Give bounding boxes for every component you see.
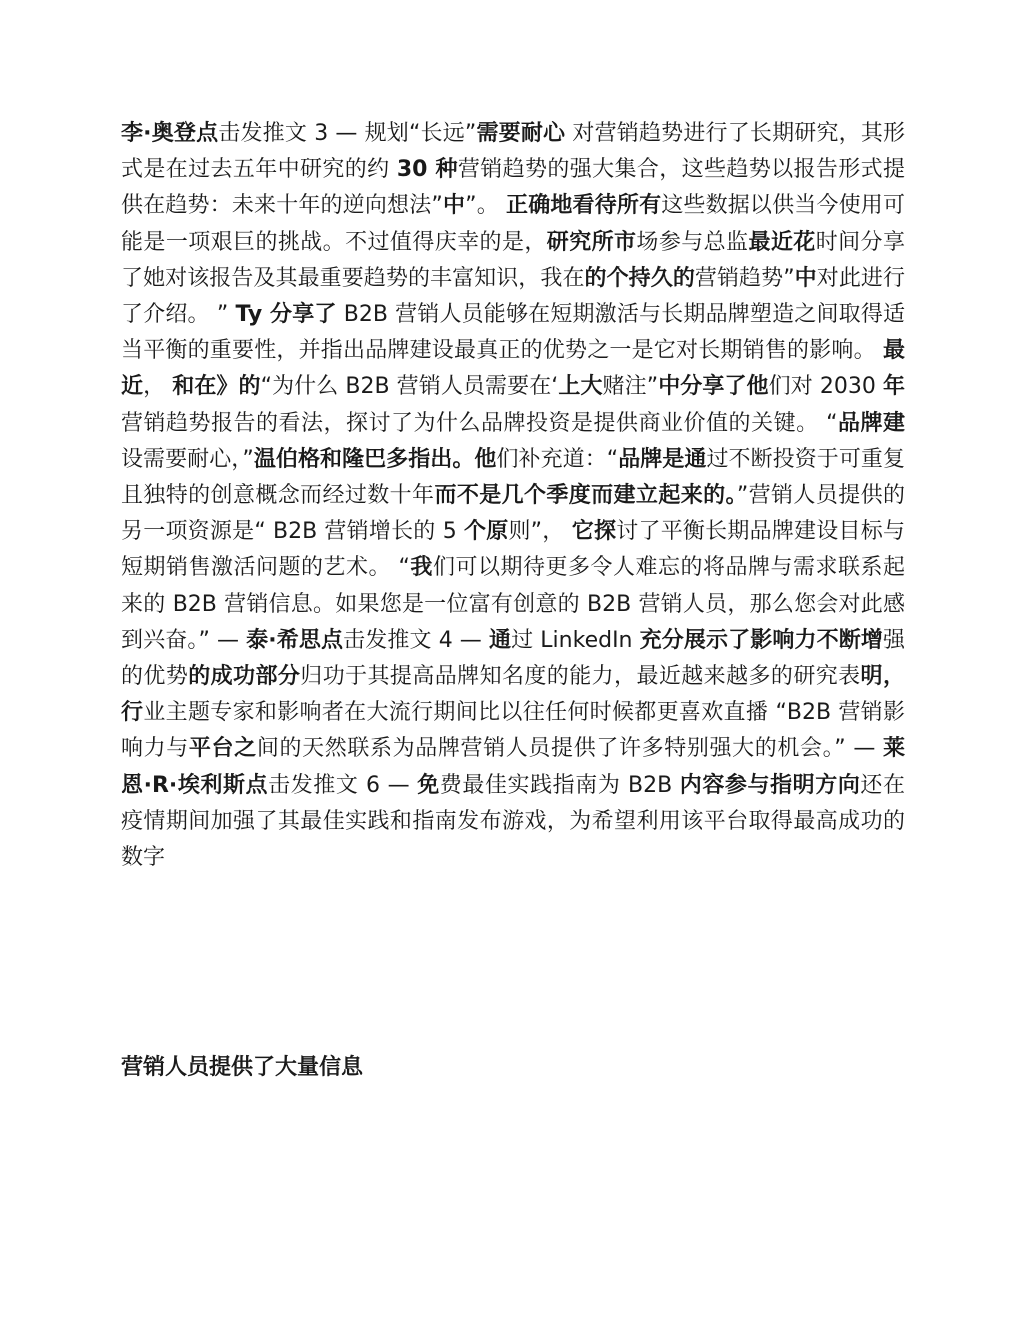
bold-text-run: 而不是几个季度而建立起来的。	[434, 483, 737, 509]
bold-text-run: 平台之	[188, 736, 257, 762]
bold-text-run: 年	[882, 374, 905, 400]
text-run: 讨了平衡长期品牌建设目标与短期销售激活问题的艺术。 “	[121, 519, 905, 581]
bold-text-run: 莱恩·R·埃利斯点	[121, 736, 905, 798]
bold-text-run: 李·奥登点	[121, 121, 219, 146]
text-run: 击发推文 3 — 规划“长远”	[218, 121, 477, 146]
text-run: ”营销人员提供的另一项资源是“ B2B 营销增长的 5	[121, 483, 905, 545]
text-run: 击发推文 6 —	[268, 772, 418, 798]
bold-text-run: 充分展示了影响力不断增	[639, 627, 883, 653]
text-run: 还在疫情期间加强了其最佳实践和指南发布游戏，为希望利用该平台取得最高成功的数字	[121, 772, 906, 871]
bold-text-run: 的个持久的	[584, 265, 695, 291]
text-run: 时间分享了她对该报告及其最重要趋势的丰富知识，我在	[121, 229, 905, 291]
text-run: 归功于其提高品牌知名度的能力，最近越来越多的研究表	[300, 664, 861, 690]
bold-text-run: 个原	[463, 519, 509, 545]
bold-text-run: 研究所市	[546, 229, 637, 255]
text-run: 间的天然联系为品牌营销人员提供了许多特别强大的机会。” —	[256, 736, 883, 762]
bold-text-run: 的成功部分	[188, 664, 301, 690]
bold-text-run: 中	[794, 265, 817, 291]
bold-text-run: 上大	[558, 374, 603, 400]
bold-text-run: 30 种	[396, 157, 458, 183]
text-run: 业主题专家和影响者在大流行期间比以往任何时候都更喜欢直播 “B2B 营销影响力与	[121, 700, 905, 762]
bold-text-run: 品牌是通	[618, 446, 707, 472]
text-run: 这些数据以供当今使用可能是一项艰巨的挑战。不过值得庆幸的是，	[121, 193, 905, 255]
text-run: 强的优势	[121, 627, 905, 690]
text-run: ，	[143, 374, 173, 400]
bold-text-run: 最近	[121, 338, 905, 400]
text-run: 对营销趋势进行了长期研究，其形式是在过去五年中研究的约	[121, 121, 906, 183]
text-run: 场参与总监	[636, 229, 749, 255]
text-run: B2B 营销人员能够在短期激活与长期品牌塑造之间取得适当平衡的重要性，并指出品牌建设最真正的优势之一是它对长期销售的影响。	[121, 302, 905, 364]
bold-text-run: 温伯格和隆巴多指出。他	[253, 446, 497, 472]
text-run: 赌注”	[602, 374, 659, 400]
bold-text-run: 它探	[571, 519, 617, 545]
bold-text-run: 正确地看待所有	[506, 193, 662, 219]
text-run: 营销趋势”	[694, 265, 795, 291]
bold-text-run: 需要耐心	[476, 121, 566, 146]
text-run: 营销趋势的强大集合，这些趋势以报告形式提供在趋势：未来十年的逆向想法”	[121, 157, 905, 219]
body-paragraph	[121, 116, 905, 876]
text-run: 们补充道：“	[496, 446, 619, 472]
text-run: 们对 2030	[768, 374, 883, 400]
bold-text-run: 品牌建	[837, 410, 905, 436]
section-heading: 营销人员提供了大量信息	[121, 1055, 364, 1080]
bold-text-run: 中	[442, 193, 466, 219]
text-run: 设需要耐心，”	[121, 446, 254, 472]
bold-text-run: 免	[417, 772, 440, 798]
bold-text-run: 我	[409, 555, 433, 581]
text-run: 对此进行了介绍。 ”	[121, 265, 905, 328]
bold-text-run: 通	[488, 627, 512, 653]
bold-text-run: 内容参与指明方向	[679, 772, 861, 798]
text-run: 过 LinkedIn	[511, 627, 640, 653]
bold-text-run: Ty 分享了	[235, 302, 337, 328]
bold-text-run: 和在》的	[172, 374, 261, 400]
bold-text-run: 最近花	[748, 229, 816, 255]
text-run: “为什么 B2B 营销人员需要在‘	[260, 374, 559, 400]
text-run: 营销趋势报告的看法，探讨了为什么品牌投资是提供商业价值的关键。 “	[121, 410, 838, 436]
bold-text-run: 泰·希思点	[246, 627, 344, 653]
text-run: 过不断投资于可重复且独特的创意概念而经过数十年	[121, 446, 905, 509]
text-run: 则”，	[508, 519, 572, 545]
bold-text-run: 明， 行	[121, 664, 905, 726]
text-run: 费最佳实践指南为 B2B	[439, 772, 680, 798]
text-run: 击发推文 4 —	[343, 627, 489, 653]
bold-text-run: 中分享了他	[658, 374, 769, 400]
text-run: 们可以期待更多令人难忘的将品牌与需求联系起来的 B2B 营销信息。如果您是一位富有创意的 B2B 营销人员，那么您会对此感到兴奋。” —	[121, 555, 905, 653]
text-run: ”。	[465, 193, 507, 219]
